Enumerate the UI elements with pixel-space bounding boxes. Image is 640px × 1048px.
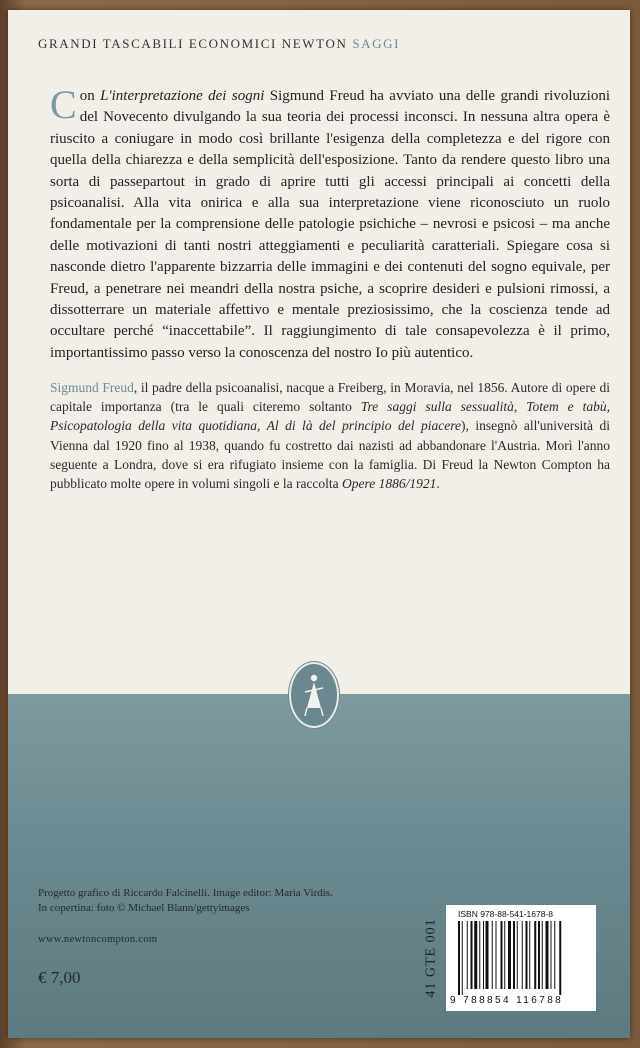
barcode-bars — [454, 921, 588, 995]
series-suffix: SAGGI — [352, 36, 401, 51]
book-back-cover — [8, 10, 630, 1038]
barcode-bar — [538, 921, 540, 989]
series-title — [38, 36, 400, 52]
barcode-bar — [529, 921, 530, 989]
barcode-bar — [462, 921, 463, 995]
series-main: GRANDI TASCABILI ECONOMICI NEWTON — [38, 36, 348, 51]
barcode-bar — [496, 921, 497, 989]
blurb-paragraph — [50, 82, 610, 364]
website-url: www.newtoncompton.com — [38, 934, 158, 945]
isbn-label: ISBN 978-88-541-1678-8 — [458, 909, 553, 919]
credits — [38, 886, 438, 916]
barcode-bar — [546, 921, 549, 989]
credits-photo: In copertina: foto © Michael Blann/gettyimages — [38, 902, 250, 914]
barcode-bar — [471, 921, 473, 989]
blurb-lead: on — [79, 88, 101, 104]
bio-part1: , il padre della psicoanalisi, nacque a Freiberg, in Moravia, nel 1856. Autore di opere di capitale importanza (tra le quali citeremo soltanto — [50, 380, 610, 415]
barcode-bar — [492, 921, 493, 989]
barcode-bar — [483, 921, 484, 989]
barcode-bar — [474, 921, 477, 989]
bio-author-name: Sigmund Freud — [50, 380, 134, 395]
bio-collection: Opere 1886/1921 — [342, 476, 437, 492]
barcode-bar — [504, 921, 505, 989]
barcode-bar — [522, 921, 523, 989]
barcode-bar — [467, 921, 468, 989]
blurb-body: Sigmund Freud ha avviato una delle grandi rivoluzioni del Novecento divulgando la sua teoria dei processi inconsci. In nessuna altra opera è riuscito a coniugare in modo così brillante l'esigenza della completezza e del rigore con quella della chiarezza e della semplicità dell'esposizione. Tanto da rendere questo libro una sorta di passepartout in grado di aprire tutti gli accessi principali ai concetti della psicoanalisi. Alla vita onirica e alla sua interpretazione viene riconosciuto un ruolo fondamentale per la comprensione delle patologie psichiche – nevrosi e psicosi – ma anche delle motivazioni di tanti nostri atteggiamenti e peculiarità caratteriali. Spiegare cosa si nasconde dietro l'apparente bizzarria delle immagini e dei contenuti del sogno equivale, per Freud, a penetrare nei meandri della nostra psiche, a scoprire desideri e pulsioni rimossi, a dissotterrare un materiale affettivo e mentale preziosissimo, che la coscienza tende ad occultare perché “inaccettabile”. Il raggiungimento di tale consapevolezza è il primo, importantissimo passo verso la conoscenza del nostro Io più autentico. — [50, 88, 610, 361]
barcode-bar — [479, 921, 480, 989]
barcode-panel — [446, 905, 596, 1011]
bio-end: . — [436, 476, 440, 492]
barcode-bar — [542, 921, 543, 989]
newton-figure-logo-icon — [289, 662, 339, 728]
barcode-bar — [559, 921, 561, 995]
barcode-bar — [534, 921, 536, 989]
catalog-code-text: 41 GTE 001 — [424, 918, 439, 998]
barcode-bar — [517, 921, 518, 989]
barcode-bar — [551, 921, 552, 989]
bio-part2: ), insegnò all'università di Vienna dal 1920 fino al 1938, quando fu costretto dai nazisti ad abbandonare l'Austria. Morì l'anno seguente a Londra, dove si era rifugiato insieme con la famiglia. Di Freud la Newton Compton ha pubblicato molte opere in volumi singoli e la raccolta — [50, 418, 611, 492]
barcode-bar — [501, 921, 503, 989]
price-label: € 7,00 — [38, 968, 81, 987]
barcode-bar — [526, 921, 528, 989]
barcode-bar — [513, 921, 515, 989]
author-bio — [50, 378, 610, 493]
barcode-bar — [458, 921, 460, 995]
blurb-book-title: L'interpretazione dei sogni — [100, 88, 265, 104]
barcode-bar — [554, 921, 555, 989]
credits-design: Progetto grafico di Riccardo Falcinelli. Image editor: Maria Virdis. — [38, 887, 333, 899]
barcode-digits: 9 788854 116788 — [450, 995, 564, 1006]
barcode-bar — [508, 921, 511, 989]
bio-works: Tre saggi sulla sessualità, Totem e tabù, Psicopatologia della vita quotidiana, Al di là del principio del piacere — [50, 399, 610, 434]
barcode-bar — [486, 921, 489, 989]
catalog-code — [422, 906, 442, 1010]
drop-cap: C — [50, 82, 77, 127]
